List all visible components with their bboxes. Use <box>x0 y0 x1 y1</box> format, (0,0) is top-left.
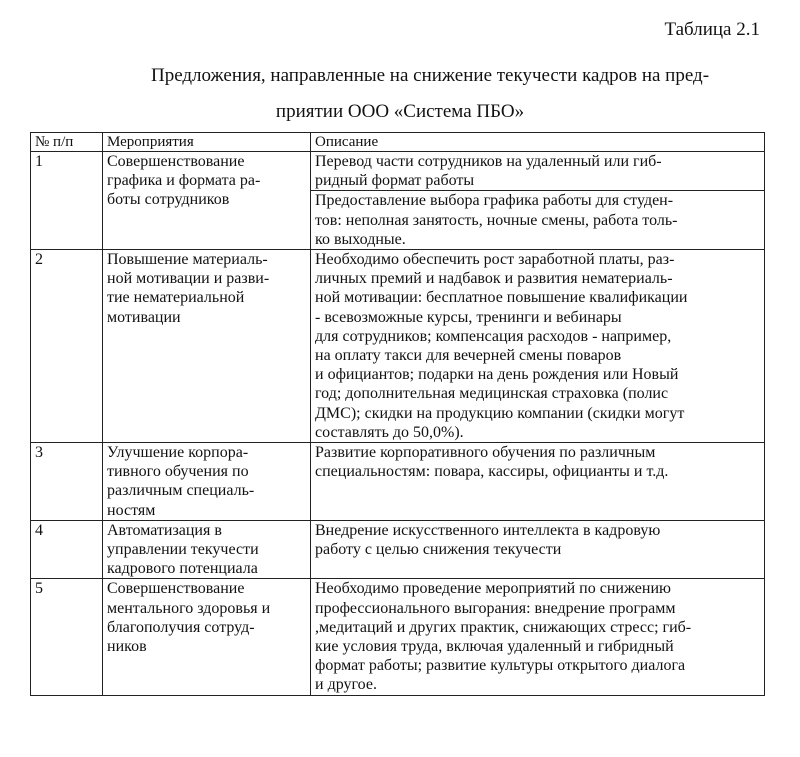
proposals-table <box>30 132 765 696</box>
row-description: Внедрение искусственного интеллекта в кадровую работу с целью снижения текучести <box>311 520 765 579</box>
table-title-line-2: приятии ООО «Система ПБО» <box>275 101 525 122</box>
table-row <box>31 520 765 579</box>
table-row <box>31 152 765 191</box>
header-description: Описание <box>311 133 765 152</box>
header-measures: Мероприятия <box>103 133 311 152</box>
table-row <box>31 250 765 443</box>
header-number: № п/п <box>31 133 103 152</box>
row-measure: Улучшение корпора- тивного обучения по различным специаль- ностям <box>103 443 311 521</box>
row-number: 1 <box>31 152 103 250</box>
row-number: 3 <box>31 443 103 521</box>
row-description: Перевод части сотрудников на удаленный или гиб- ридный формат работы <box>311 152 765 191</box>
table-row <box>31 579 765 695</box>
row-measure: Совершенствование ментального здоровья и благополучия сотруд- ников <box>103 579 311 695</box>
table-title-line-1: Предложения, направленные на снижение текучести кадров на пред- <box>150 65 710 86</box>
row-description: Необходимо обеспечить рост заработной платы, раз- личных премий и надбавок и развития нематериаль- ной мотивации: бесплатное повышение квалификации - всевозможные курсы, тренинги и вебинары для сотрудников; компенсация расходов - например, на оплату такси для вечерней смены поваров и официантов; подарки на день рождения или Новый год; дополнительная медицинская страховка (полис ДМС); скидки на продукцию компании (скидки могут составлять до 50,0%). <box>311 250 765 443</box>
table-row <box>31 443 765 521</box>
row-description: Необходимо проведение мероприятий по снижению профессионального выгорания: внедрение программ ,медитаций и других практик, снижающих стресс; гиб- кие условия труда, включая удаленный и гибридный формат работы; развитие культуры открытого диалога и другое. <box>311 579 765 695</box>
row-measure: Совершенствование графика и формата ра- боты сотрудников <box>103 152 311 250</box>
row-number: 5 <box>31 579 103 695</box>
row-description: Развитие корпоративного обучения по различным специальностям: повара, кассиры, официанты и т.д. <box>311 443 765 521</box>
row-number: 2 <box>31 250 103 443</box>
row-measure: Повышение материаль- ной мотивации и разви- тие нематериальной мотивации <box>103 250 311 443</box>
table-label: Таблица 2.1 <box>664 19 760 40</box>
row-number: 4 <box>31 520 103 579</box>
table-title <box>30 58 770 130</box>
row-measure: Автоматизация в управлении текучести кадрового потенциала <box>103 520 311 579</box>
table-header-row <box>31 133 765 152</box>
row-description: Предоставление выбора графика работы для студен- тов: неполная занятость, ночные смены, работа толь- ко выходные. <box>311 191 765 250</box>
